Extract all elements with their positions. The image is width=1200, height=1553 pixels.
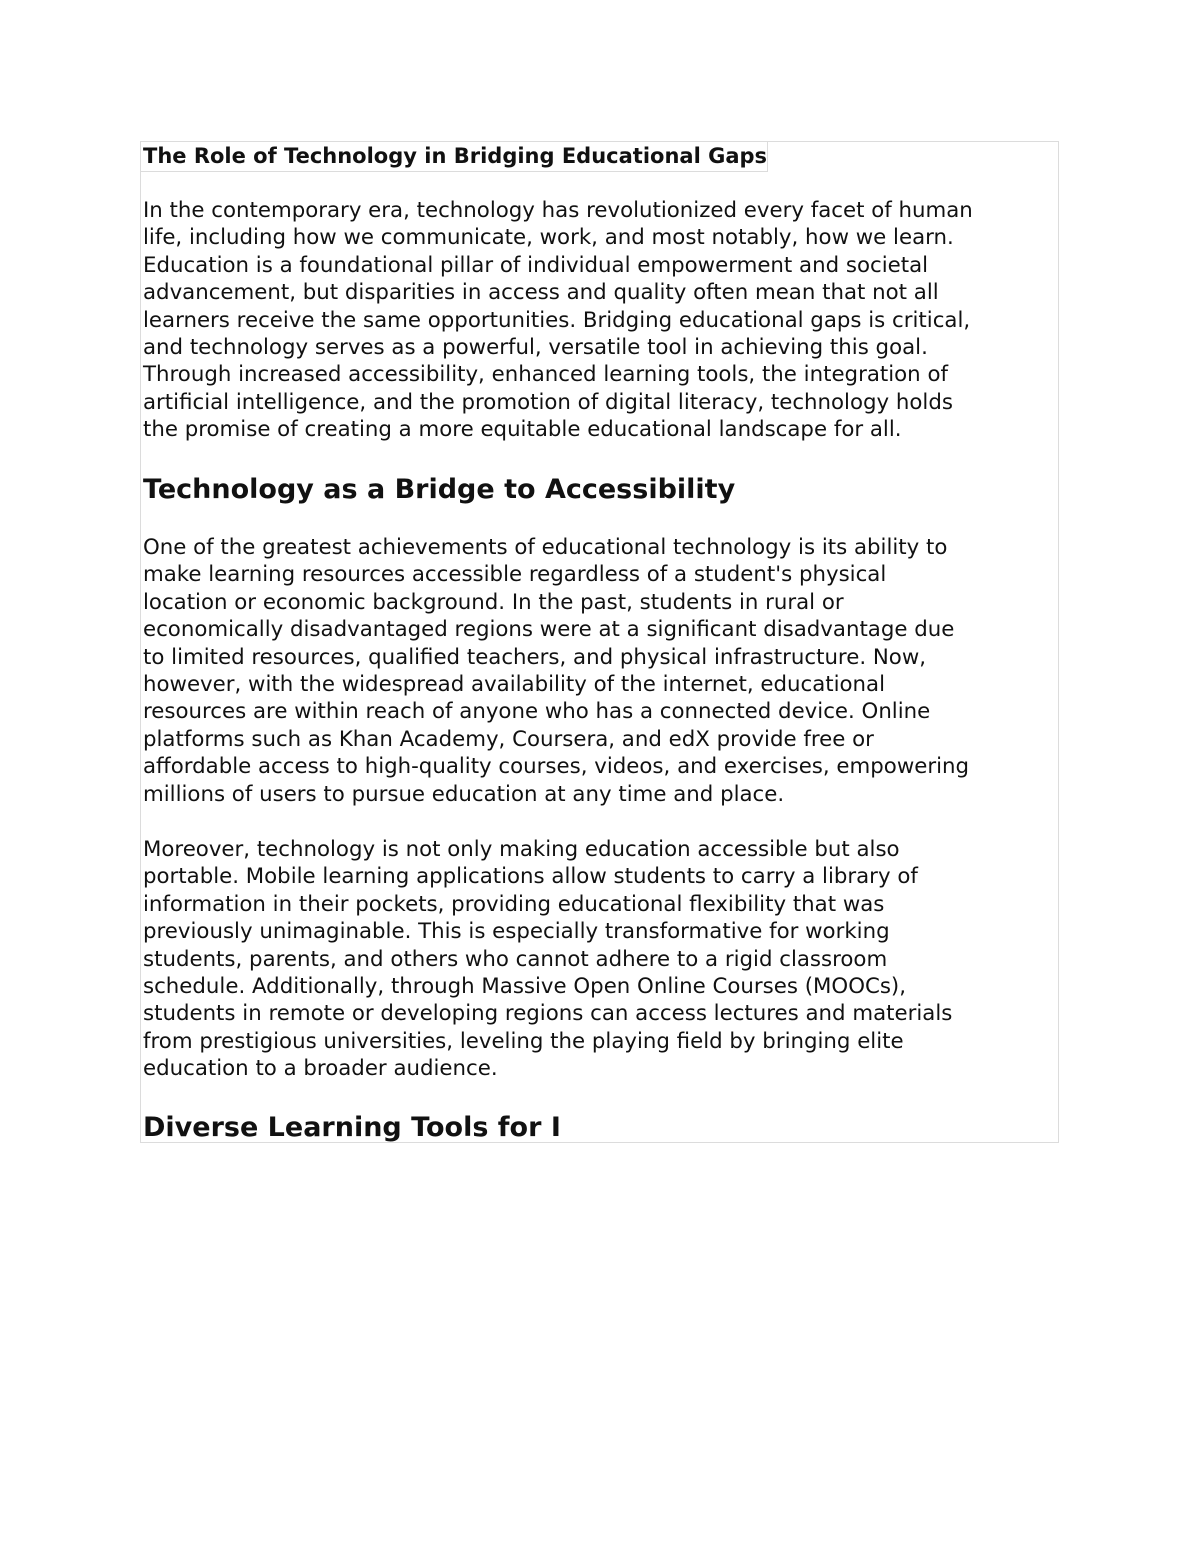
intro-line: learners receive the same opportunities. Bridging educational gaps is critical, bbox=[143, 307, 971, 333]
intro-paragraph bbox=[143, 197, 973, 444]
intro-line: Education is a foundational pillar of individual empowerment and societal bbox=[143, 252, 929, 278]
paragraph-line: One of the greatest achievements of educational technology is its ability to bbox=[143, 535, 948, 560]
paragraph-line: education to a broader audience. bbox=[143, 1056, 498, 1082]
paragraph-line: from prestigious universities, leveling the playing field by bringing elite bbox=[143, 1028, 904, 1054]
paragraph-line: to limited resources, qualified teachers, and physical infrastructure. Now, bbox=[143, 644, 927, 670]
section-heading-accessibility: Technology as a Bridge to Accessibility bbox=[143, 474, 736, 505]
paragraph-line: economically disadvantaged regions were at a significant disadvantage due bbox=[143, 617, 955, 643]
paragraph-line: make learning resources accessible regardless of a student's physical bbox=[143, 562, 887, 588]
accessibility-paragraph-1 bbox=[143, 534, 969, 808]
intro-line: artificial intelligence, and the promotion of digital literacy, technology holds bbox=[143, 389, 953, 415]
paragraph-line: platforms such as Khan Academy, Coursera, and edX provide free or bbox=[143, 726, 874, 752]
intro-line: advancement, but disparities in access and quality often mean that not all bbox=[143, 280, 939, 306]
paragraph-line: resources are within reach of anyone who has a connected device. Online bbox=[143, 699, 931, 725]
paragraph-line: location or economic background. In the past, students in rural or bbox=[143, 589, 844, 615]
intro-line: life, including how we communicate, work, and most notably, how we learn. bbox=[143, 225, 954, 251]
section-heading-learning-tools: Diverse Learning Tools for I bbox=[143, 1112, 561, 1143]
paragraph-line: millions of users to pursue education at any time and place. bbox=[143, 781, 785, 807]
intro-line: the promise of creating a more equitable educational landscape for all. bbox=[143, 417, 902, 443]
paragraph-line: schedule. Additionally, through Massive Open Online Courses (MOOCs), bbox=[143, 974, 906, 1000]
paragraph-line: affordable access to high-quality courses, videos, and exercises, empowering bbox=[143, 754, 970, 780]
paragraph-line: Moreover, technology is not only making education accessible but also bbox=[143, 837, 900, 862]
paragraph-line: students in remote or developing regions can access lectures and materials bbox=[143, 1001, 953, 1027]
intro-line: Through increased accessibility, enhanced learning tools, the integration of bbox=[143, 362, 948, 388]
intro-line: In the contemporary era, technology has revolutionized every facet of human bbox=[143, 198, 973, 223]
paragraph-line: information in their pockets, providing educational flexibility that was bbox=[143, 891, 885, 917]
paragraph-line: students, parents, and others who cannot adhere to a rigid classroom bbox=[143, 946, 888, 972]
document-frame bbox=[140, 141, 1059, 1143]
paragraph-line: previously unimaginable. This is especially transformative for working bbox=[143, 919, 890, 945]
document-title: The Role of Technology in Bridging Educational Gaps bbox=[141, 142, 768, 172]
accessibility-paragraph-2 bbox=[143, 836, 952, 1083]
paragraph-line: however, with the widespread availability of the internet, educational bbox=[143, 672, 886, 698]
intro-line: and technology serves as a powerful, versatile tool in achieving this goal. bbox=[143, 335, 928, 361]
paragraph-line: portable. Mobile learning applications allow students to carry a library of bbox=[143, 864, 918, 890]
